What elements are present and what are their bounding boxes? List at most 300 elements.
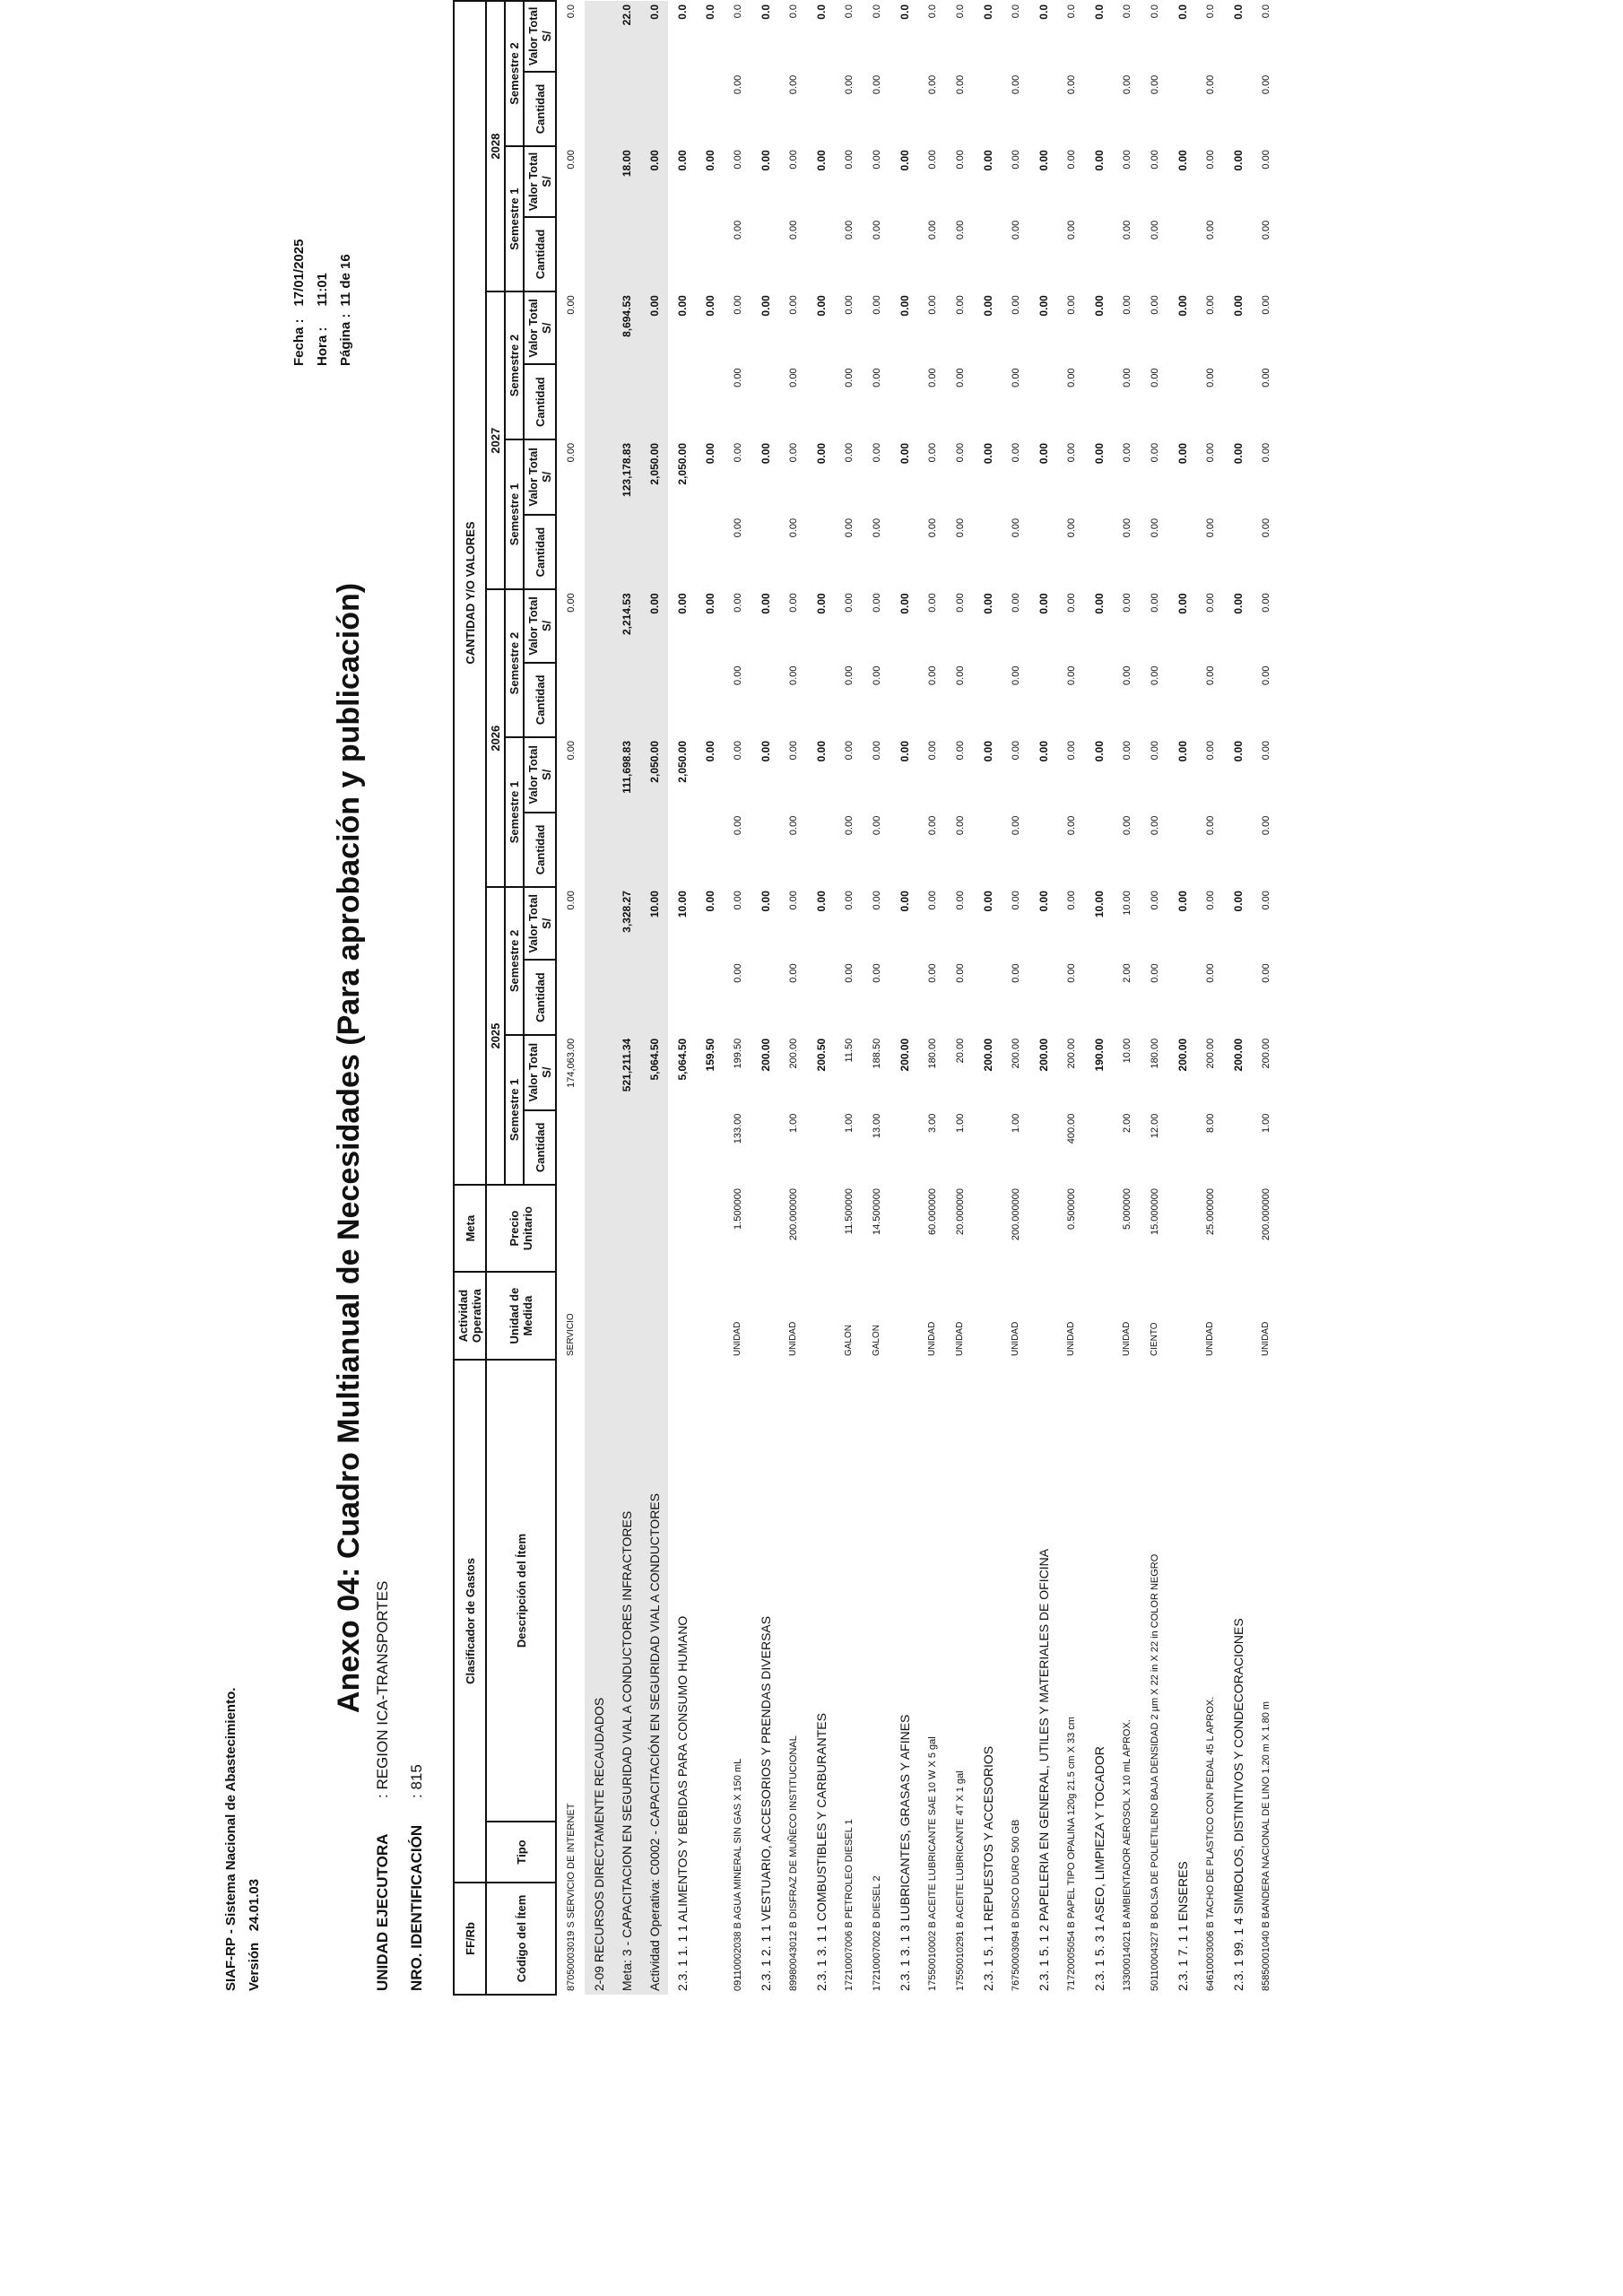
cell-valor-total: 0.00 (1149, 740, 1160, 761)
item-row (1002, 1, 1029, 1995)
row-precio: 20.000000 (954, 1188, 966, 1236)
cell-cantidad: 400.00 (1065, 1113, 1077, 1144)
header-2027-semestre-2: Semestre 2 (505, 291, 524, 439)
item-row (1252, 1, 1280, 1995)
cell-cantidad (585, 813, 612, 887)
cell-valor-total: 10.00 (1121, 891, 1133, 916)
cell-valor-total: 0.00 (1092, 442, 1106, 465)
cell-valor-total: 0.00 (898, 891, 911, 912)
row-unidad: UNIDAD (1205, 1321, 1215, 1357)
row-description: 64610003006 B TACHO DE PLASTICO CON PEDAL 45 L APROX. (1204, 1696, 1216, 1991)
cell-valor-total: 200.00 (1010, 1038, 1021, 1069)
cell-cantidad: 1.00 (954, 1113, 966, 1134)
cell-valor-total: 0.0 (759, 4, 772, 20)
cell-valor-total: 0.00 (898, 150, 911, 171)
item-row (556, 1, 585, 1995)
cell-valor-total: 0.00 (1231, 593, 1245, 614)
cell-valor-total: 0.0 (703, 4, 716, 20)
row-precio (751, 1185, 779, 1272)
summary-row (612, 1, 640, 1995)
cell-valor-total: 0.0 (981, 4, 994, 20)
cell-valor-total: 0.00 (1260, 593, 1271, 613)
cell-valor-total: 0.00 (1010, 593, 1021, 613)
cell-valor-total: 0.00 (1010, 442, 1021, 463)
row-unidad (807, 1272, 835, 1360)
cell-cantidad: 0.00 (787, 517, 799, 538)
cell-valor-total: 5,064.50 (675, 1038, 689, 1081)
cell-valor-total: 0.0 (787, 4, 799, 19)
header-tipo: Tipo (486, 1822, 556, 1883)
cell-valor-total: 3,328.27 (612, 887, 640, 960)
cell-valor-total: 0.00 (1037, 150, 1050, 171)
cell-valor-total: 0.0 (1204, 4, 1216, 19)
cell-cantidad (612, 217, 640, 291)
unidad-ejecutora-value: : REGION ICA-TRANSPORTES (374, 1580, 391, 1798)
cell-valor-total (585, 737, 612, 813)
cell-cantidad (640, 515, 668, 589)
group-row (974, 1, 1002, 1995)
cell-cantidad (890, 72, 918, 146)
cell-valor-total: 0.00 (1204, 442, 1216, 463)
cell-cantidad: 0.00 (1065, 665, 1077, 685)
row-description: 17550010002 B ACEITE LUBRICANTE SAE 10 W X 5 gal (926, 1736, 938, 1991)
header-cantidad-valores: CANTIDAD Y/O VALORES (454, 1, 486, 1185)
cell-valor-total: 0.00 (640, 589, 668, 662)
cell-cantidad: 0.00 (954, 963, 966, 983)
cell-cantidad: 0.00 (732, 220, 743, 240)
row-description: 17210007006 B PETROLEO DIESEL 1 (843, 1819, 855, 1991)
group-row (1029, 1, 1057, 1995)
cell-cantidad: 0.00 (1121, 815, 1133, 836)
cell-cantidad: 0.00 (1204, 220, 1216, 240)
row-precio (974, 1185, 1002, 1272)
row-unidad (585, 1272, 612, 1360)
cell-cantidad (890, 515, 918, 589)
cell-cantidad: 0.00 (1121, 665, 1133, 685)
cell-valor-total: 0.00 (640, 146, 668, 217)
cell-cantidad: 0.00 (787, 963, 799, 983)
cell-valor-total: 0.00 (1037, 740, 1050, 762)
nro-identificacion-value: : 815 (408, 1764, 425, 1798)
cell-cantidad (807, 72, 835, 146)
cell-valor-total: 180.00 (1149, 1038, 1160, 1069)
cell-cantidad: 0.00 (871, 368, 882, 387)
cell-valor-total: 0.00 (1176, 442, 1189, 465)
cell-cantidad: 0.00 (954, 517, 966, 538)
cell-cantidad (1224, 1110, 1252, 1185)
cell-valor-total: 0.00 (1149, 295, 1160, 315)
cell-valor-total: 0.00 (1121, 150, 1133, 170)
cell-valor-total: 200.00 (1065, 1038, 1077, 1069)
cell-valor-total (585, 291, 612, 364)
header-valor-total: Valor Total S/ (524, 146, 556, 217)
header-cantidad: Cantidad (524, 72, 556, 146)
cell-cantidad (807, 813, 835, 887)
cell-cantidad (585, 960, 612, 1034)
row-unidad: CIENTO (1150, 1322, 1159, 1357)
cell-cantidad (556, 72, 585, 146)
header-clasificador: Clasificador de Gastos (454, 1360, 486, 1883)
cell-valor-total: 0.00 (814, 442, 828, 465)
cell-cantidad: 1.00 (843, 1113, 855, 1134)
cell-valor-total: 0.00 (703, 891, 716, 912)
cell-cantidad: 0.00 (843, 815, 855, 836)
cell-cantidad (1168, 217, 1196, 291)
cell-valor-total: 0.00 (1149, 593, 1160, 613)
row-precio: 200.000000 (1260, 1188, 1271, 1241)
cell-valor-total: 0.00 (1037, 593, 1050, 614)
cell-cantidad (640, 217, 668, 291)
cell-cantidad (974, 364, 1002, 439)
row-unidad: UNIDAD (927, 1321, 937, 1357)
cell-cantidad: 0.00 (1149, 963, 1160, 983)
header-valor-total: Valor Total S/ (524, 1, 556, 72)
cell-cantidad (1224, 364, 1252, 439)
cell-cantidad (1224, 72, 1252, 146)
cell-cantidad: 0.00 (732, 368, 743, 387)
cell-cantidad: 0.00 (1204, 74, 1216, 95)
cell-cantidad (696, 217, 724, 291)
header-2026-semestre-2: Semestre 2 (505, 589, 524, 737)
cell-cantidad (696, 72, 724, 146)
cell-valor-total: 111,698.83 (612, 737, 640, 813)
cell-cantidad: 8.00 (1204, 1113, 1216, 1134)
cell-valor-total: 0.00 (1121, 593, 1133, 613)
row-description: 2.3. 1 2. 1 1 VESTUARIO, ACCESORIOS Y PRENDAS DIVERSAS (758, 1615, 773, 1991)
cell-valor-total: 0.0 (871, 4, 882, 19)
cell-valor-total: 0.00 (1010, 740, 1021, 761)
cell-valor-total: 0.00 (732, 593, 743, 613)
cell-cantidad: 0.00 (787, 74, 799, 95)
cell-cantidad (612, 515, 640, 589)
cell-cantidad (1085, 515, 1113, 589)
cell-cantidad (1085, 364, 1113, 439)
cell-cantidad: 12.00 (1149, 1113, 1160, 1139)
cell-valor-total: 0.00 (843, 150, 855, 170)
cell-valor-total: 0.00 (1204, 891, 1216, 910)
cell-valor-total: 0.00 (843, 593, 855, 613)
cell-cantidad: 0.00 (843, 963, 855, 983)
cell-valor-total: 0.00 (843, 891, 855, 910)
cell-cantidad (585, 72, 612, 146)
cell-valor-total: 200.00 (1260, 1038, 1271, 1069)
cell-valor-total: 0.00 (787, 593, 799, 613)
header-codigo: Código del Ítem (486, 1883, 556, 1995)
cell-cantidad: 0.00 (1260, 220, 1271, 240)
cell-cantidad (1085, 960, 1113, 1034)
cell-cantidad: 1.00 (1260, 1113, 1271, 1134)
row-description: 09110002038 B AGUA MINERAL SIN GAS X 150 mL (732, 1758, 743, 1991)
header-year-2025: 2025 (486, 887, 505, 1185)
cell-cantidad: 0.00 (1260, 74, 1271, 95)
cell-cantidad: 0.00 (1149, 220, 1160, 240)
row-description: 2.3. 1 5. 3 1 ASEO, LIMPIEZA Y TOCADOR (1091, 1746, 1107, 1991)
cell-valor-total: 159.50 (703, 1038, 716, 1072)
cell-cantidad: 0.00 (1010, 74, 1021, 95)
cell-cantidad: 0.00 (843, 220, 855, 240)
cell-valor-total: 0.00 (1231, 150, 1245, 171)
row-description: Meta: 3 - CAPACITACION EN SEGURIDAD VIAL A CONDUCTORES INFRACTORES (612, 1360, 640, 1995)
header-cantidad: Cantidad (524, 364, 556, 439)
cell-valor-total: 0.00 (843, 442, 855, 463)
cell-valor-total: 0.00 (926, 891, 938, 910)
row-precio: 25.000000 (1204, 1188, 1216, 1236)
cell-valor-total: 0.00 (1260, 891, 1271, 910)
cell-cantidad: 1.00 (1010, 1113, 1021, 1134)
cell-valor-total: 0.00 (703, 442, 716, 465)
header-valor-total: Valor Total S/ (524, 737, 556, 813)
cell-cantidad (974, 960, 1002, 1034)
cell-valor-total: 200.00 (1037, 1038, 1050, 1072)
cell-cantidad: 0.00 (1149, 368, 1160, 387)
row-precio: 0.500000 (1065, 1188, 1077, 1230)
cell-valor-total: 0.0 (814, 4, 828, 20)
row-unidad: UNIDAD (1066, 1321, 1076, 1357)
cell-valor-total: 0.00 (1204, 295, 1216, 315)
cell-valor-total: 0.00 (1260, 740, 1271, 761)
row-unidad (668, 1272, 696, 1360)
cell-cantidad: 0.00 (1065, 517, 1077, 538)
cell-cantidad (1168, 1110, 1196, 1185)
cell-cantidad (1029, 72, 1057, 146)
cell-cantidad (668, 217, 696, 291)
cell-cantidad (696, 515, 724, 589)
cell-cantidad (807, 217, 835, 291)
cell-cantidad: 0.00 (1121, 74, 1133, 95)
cell-valor-total: 174,063.00 (565, 1038, 577, 1088)
cell-cantidad: 0.00 (1065, 368, 1077, 387)
cell-valor-total: 2,050.00 (675, 740, 689, 783)
cell-valor-total: 0.00 (1092, 740, 1106, 762)
row-description: 85850001040 B BANDERA NACIONAL DE LINO 1.20 m X 1.80 m (1260, 1700, 1271, 1991)
cell-cantidad (890, 813, 918, 887)
cell-valor-total: 0.00 (981, 295, 994, 317)
cell-cantidad (1168, 663, 1196, 737)
row-unidad (751, 1272, 779, 1360)
cell-cantidad (890, 1110, 918, 1185)
cell-cantidad (696, 960, 724, 1034)
cell-valor-total: 0.00 (732, 150, 743, 170)
cell-cantidad: 2.00 (1121, 1113, 1133, 1134)
row-precio: 200.000000 (787, 1188, 799, 1241)
system-header (220, 1688, 266, 1991)
header-ffrb: FF/Rb (454, 1883, 486, 1995)
cell-cantidad (974, 813, 1002, 887)
cell-cantidad: 0.00 (1010, 368, 1021, 387)
cell-cantidad: 0.00 (1149, 517, 1160, 538)
cell-cantidad: 0.00 (926, 963, 938, 983)
cell-valor-total: 0.00 (1121, 442, 1133, 463)
cell-cantidad (668, 515, 696, 589)
cell-cantidad (1085, 1110, 1113, 1185)
cell-cantidad (807, 364, 835, 439)
cell-valor-total: 0.00 (565, 593, 577, 613)
cell-valor-total: 0.00 (1065, 150, 1077, 170)
cell-valor-total: 0.00 (871, 593, 882, 613)
hora-value: 11:01 (315, 273, 330, 307)
cell-cantidad (585, 1110, 612, 1185)
group-row (696, 1, 724, 1995)
cell-cantidad: 0.00 (871, 963, 882, 983)
cell-valor-total: 0.00 (954, 442, 966, 463)
cell-valor-total (585, 1, 612, 72)
group-row (751, 1, 779, 1995)
cell-valor-total: 0.00 (1149, 442, 1160, 463)
row-unidad: UNIDAD (955, 1321, 965, 1357)
cell-valor-total: 0.00 (981, 740, 994, 762)
group-row (1085, 1, 1113, 1995)
cell-valor-total: 0.00 (759, 593, 772, 614)
row-unidad (890, 1272, 918, 1360)
system-name: SIAF-RP - Sistema Nacional de Abastecimiento. (223, 1687, 239, 1991)
row-unidad: UNIDAD (1122, 1321, 1132, 1357)
cell-cantidad: 0.00 (926, 815, 938, 836)
cell-cantidad (1029, 813, 1057, 887)
cell-cantidad: 0.00 (871, 665, 882, 685)
cell-valor-total: 200.00 (1231, 1038, 1245, 1072)
cell-valor-total: 0.0 (675, 4, 689, 20)
item-row (946, 1, 974, 1995)
summary-row (585, 1, 612, 1995)
cell-cantidad: 0.00 (1149, 74, 1160, 95)
cell-valor-total: 0.00 (640, 291, 668, 364)
cell-cantidad: 0.00 (1121, 368, 1133, 387)
cell-valor-total: 0.00 (1176, 740, 1189, 762)
item-row (724, 1, 751, 1995)
cell-valor-total: 0.00 (814, 295, 828, 317)
cell-cantidad: 0.00 (732, 665, 743, 685)
cell-cantidad (807, 960, 835, 1034)
row-description: 2.3. 1 1. 1 1 ALIMENTOS Y BEBIDAS PARA CONSUMO HUMANO (674, 1615, 690, 1991)
cell-valor-total: 2,050.00 (640, 737, 668, 813)
row-precio (1168, 1185, 1196, 1272)
cell-valor-total: 0.00 (1231, 442, 1245, 465)
cell-cantidad (612, 813, 640, 887)
cell-valor-total: 0.00 (703, 740, 716, 762)
cell-valor-total: 0.00 (814, 891, 828, 912)
cell-valor-total (585, 146, 612, 217)
cell-cantidad: 0.00 (787, 220, 799, 240)
cell-cantidad (890, 364, 918, 439)
cell-valor-total: 200.00 (981, 1038, 994, 1072)
cell-cantidad (751, 364, 779, 439)
cell-cantidad (974, 1110, 1002, 1185)
cell-cantidad (668, 364, 696, 439)
cell-valor-total: 0.00 (1092, 593, 1106, 614)
cell-cantidad (612, 1110, 640, 1185)
cell-valor-total: 0.00 (1176, 150, 1189, 171)
version-value: 24.01.03 (247, 1878, 262, 1932)
cell-valor-total: 0.00 (814, 593, 828, 614)
cell-cantidad: 0.00 (1260, 665, 1271, 685)
cell-valor-total: 0.00 (1231, 891, 1245, 912)
cell-valor-total: 11.50 (843, 1038, 855, 1063)
cell-cantidad (890, 960, 918, 1034)
cell-valor-total: 0.0 (640, 1, 668, 72)
cell-valor-total: 0.00 (1176, 593, 1189, 614)
cell-cantidad (640, 364, 668, 439)
cell-valor-total: 0.00 (1010, 891, 1021, 910)
item-row (863, 1, 890, 1995)
cell-valor-total: 0.00 (871, 442, 882, 463)
cell-cantidad (890, 663, 918, 737)
row-precio (640, 1185, 668, 1272)
cell-valor-total: 199.50 (732, 1038, 743, 1069)
cell-cantidad (585, 364, 612, 439)
cell-valor-total: 0.00 (1149, 150, 1160, 170)
cell-cantidad: 0.00 (1149, 665, 1160, 685)
cell-cantidad: 13.00 (871, 1113, 882, 1139)
cell-valor-total: 0.00 (703, 150, 716, 171)
row-description (696, 1360, 724, 1995)
cell-cantidad (640, 1110, 668, 1185)
cell-valor-total: 0.00 (926, 740, 938, 761)
cell-cantidad: 0.00 (1149, 815, 1160, 836)
row-description: 17550010291 B ACEITE LUBRICANTE 4T X 1 gal (954, 1770, 966, 1991)
cell-valor-total: 0.00 (675, 295, 689, 317)
cell-valor-total: 0.0 (1121, 4, 1133, 19)
cell-cantidad (1085, 217, 1113, 291)
header-2028-semestre-2: Semestre 2 (505, 1, 524, 146)
cell-valor-total: 2,050.00 (640, 439, 668, 515)
cell-valor-total: 0.00 (565, 442, 577, 463)
cell-cantidad (556, 364, 585, 439)
cell-valor-total: 0.00 (565, 740, 577, 761)
row-description: 2.3. 1 3. 1 1 COMBUSTIBLES Y CARBURANTES (813, 1713, 829, 1991)
cell-cantidad: 0.00 (926, 665, 938, 685)
cell-cantidad: 0.00 (843, 368, 855, 387)
cell-cantidad: 0.00 (1010, 220, 1021, 240)
cell-cantidad: 0.00 (954, 220, 966, 240)
cell-valor-total: 2,050.00 (675, 442, 689, 485)
cell-cantidad: 0.00 (1065, 815, 1077, 836)
cell-cantidad: 0.00 (1010, 517, 1021, 538)
header-valor-total: Valor Total S/ (524, 589, 556, 662)
cell-valor-total: 0.00 (787, 150, 799, 170)
cell-valor-total: 0.00 (981, 891, 994, 912)
cell-cantidad (1168, 813, 1196, 887)
cell-valor-total: 0.00 (759, 740, 772, 762)
cell-valor-total: 0.0 (1149, 4, 1160, 19)
cell-valor-total: 200.00 (787, 1038, 799, 1069)
item-row (835, 1, 863, 1995)
header-descripcion: Descripción del Ítem (486, 1360, 556, 1822)
cell-cantidad (751, 72, 779, 146)
cell-cantidad (1168, 515, 1196, 589)
group-row (807, 1, 835, 1995)
cell-valor-total: 0.0 (1037, 4, 1050, 20)
group-row (668, 1, 696, 1995)
cell-cantidad (1029, 663, 1057, 737)
cell-valor-total (585, 887, 612, 960)
group-row (1224, 1, 1252, 1995)
cell-valor-total: 0.00 (1037, 295, 1050, 317)
cell-cantidad (1085, 663, 1113, 737)
cell-valor-total: 0.00 (759, 442, 772, 465)
row-unidad: GALON (872, 1325, 881, 1357)
cell-valor-total: 0.0 (926, 4, 938, 19)
cell-cantidad (556, 663, 585, 737)
row-description: 2.3. 1 99. 1 4 SIMBOLOS, DISTINTIVOS Y CONDECORACIONES (1230, 1618, 1245, 1991)
cell-cantidad: 0.00 (1010, 963, 1021, 983)
cell-cantidad: 0.00 (843, 517, 855, 538)
header-meta: Meta (454, 1185, 486, 1272)
cell-valor-total: 0.0 (898, 4, 911, 20)
row-description: 2.3. 1 5. 1 1 REPUESTOS Y ACCESORIOS (980, 1745, 995, 1991)
cell-cantidad: 0.00 (732, 517, 743, 538)
header-cantidad: Cantidad (524, 960, 556, 1034)
cell-cantidad: 0.00 (732, 963, 743, 983)
